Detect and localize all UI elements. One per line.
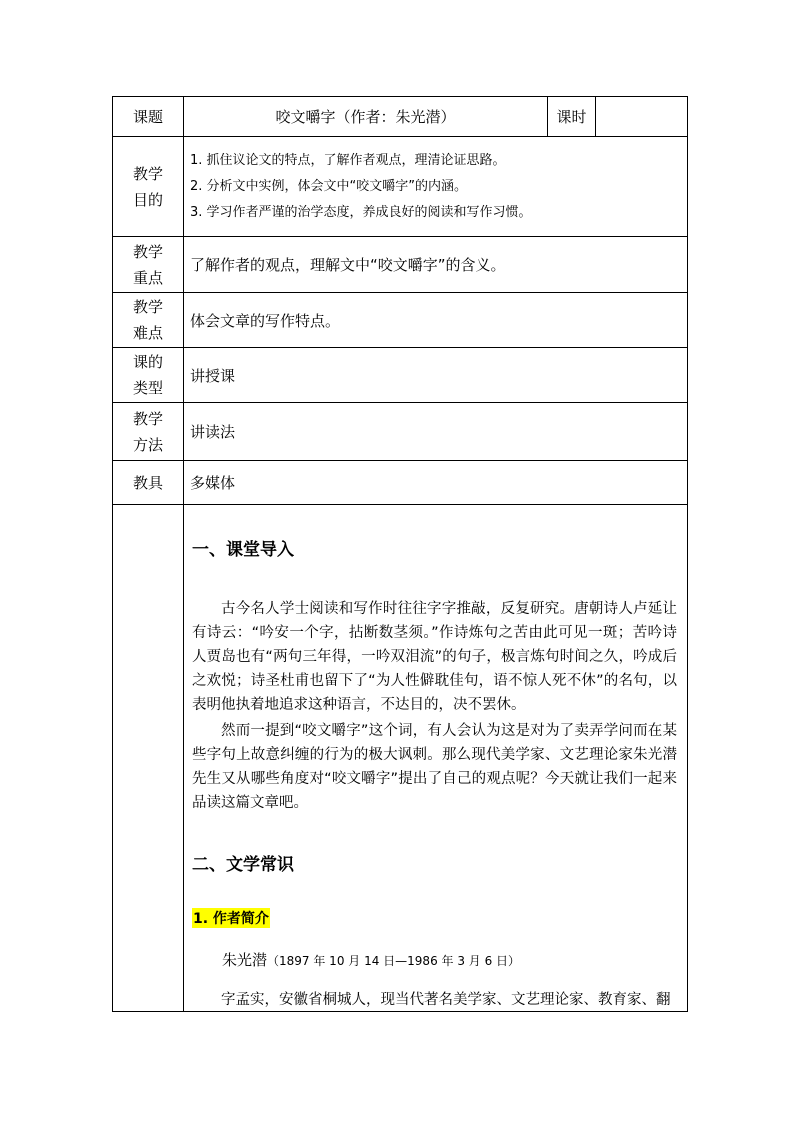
- tools-row: [113, 461, 688, 505]
- author-line: [222, 949, 520, 970]
- goals-label-line2: 目的: [132, 190, 163, 209]
- key-points-label-line2: 重点: [132, 268, 163, 287]
- goal-item: 2. 分析文中实例，体会文中“咬文嚼字”的内涵。: [190, 178, 468, 194]
- section-title-intro: 一、课堂导入: [192, 540, 294, 560]
- goals-row: [113, 137, 688, 237]
- goals-label-line1: 教学: [132, 164, 163, 183]
- lesson-type-value: 讲授课: [184, 348, 688, 403]
- author-intro-heading: 1. 作者简介: [192, 908, 270, 928]
- difficulties-label-line2: 难点: [132, 324, 163, 342]
- intro-paragraph-2: 然而一提到“咬文嚼字”这个词，有人会认为这是对为了卖弄学问而在某些字句上故意纠缠的行为的极大讽刺。那么现代美学家、文艺理论家朱光潜先生又从哪些角度对“咬文嚼字”提出了自己的观点呢？今天就让我们一起来品读这篇文章吧。: [192, 723, 677, 811]
- method-label: [113, 403, 184, 461]
- author-dates: （1897 年 10 月 14 日—1986 年 3 月 6 日）: [267, 954, 521, 968]
- lesson-type-label-line2: 类型: [132, 379, 163, 397]
- method-label-line1: 教学: [132, 409, 163, 428]
- goals-label: [113, 137, 184, 237]
- key-points-label-line1: 教学: [132, 242, 163, 261]
- intro-paragraph-1: 古今名人学士阅读和写作时往往字字推敲，反复研究。唐朝诗人卢延让有诗云：“吟安一个字，拈断数茎须。”作诗炼句之苦由此可见一斑；苦吟诗人贾岛也有“两句三年得，一吟双泪流”的句子，极言炼句时间之久，吟成后之欢悦；诗圣杜甫也留下了“为人性僻耽佳句，语不惊人死不休”的名句，以表明他执着地追求这种语言，不达目的，决不罢休。: [192, 601, 677, 713]
- author-bio-paragraph: 字孟实，安徽省桐城人，现当代著名美学家、文艺理论家、教育家、翻: [221, 992, 671, 1008]
- goals-content: [184, 137, 688, 237]
- tools-value: 多媒体: [184, 461, 688, 505]
- topic-label: 课题: [113, 97, 184, 137]
- lesson-plan-page: [112, 96, 687, 1012]
- method-label-line2: 方法: [132, 435, 163, 454]
- topic-value: 咬文嚼字（作者：朱光潜）: [184, 97, 548, 137]
- body-label-empty: [113, 505, 184, 1012]
- difficulties-label-line1: 教学: [132, 298, 163, 316]
- body-content: [184, 505, 688, 1012]
- key-points-label: [113, 237, 184, 293]
- difficulties-row: [113, 293, 688, 348]
- body-row: [113, 505, 688, 1012]
- lesson-plan-table: [112, 96, 688, 1012]
- lesson-type-label-line1: 课的: [132, 353, 163, 371]
- lesson-type-row: [113, 348, 688, 403]
- method-row: [113, 403, 688, 461]
- topic-row: [113, 97, 688, 137]
- hours-label: 课时: [548, 97, 596, 137]
- author-name: 朱光潜: [222, 951, 268, 969]
- difficulties-label: [113, 293, 184, 348]
- key-points-row: [113, 237, 688, 293]
- lesson-type-label: [113, 348, 184, 403]
- hours-value: [596, 97, 688, 137]
- goal-item: 1. 抓住议论文的特点，了解作者观点，理清论证思路。: [190, 152, 506, 168]
- goal-item: 3. 学习作者严谨的治学态度，养成良好的阅读和写作习惯。: [190, 204, 532, 220]
- difficulties-value: 体会文章的写作特点。: [184, 293, 688, 348]
- tools-label: 教具: [113, 461, 184, 505]
- method-value: 讲读法: [184, 403, 688, 461]
- section-title-literature: 二、文学常识: [192, 855, 294, 875]
- key-points-value: 了解作者的观点，理解文中“咬文嚼字”的含义。: [184, 237, 688, 293]
